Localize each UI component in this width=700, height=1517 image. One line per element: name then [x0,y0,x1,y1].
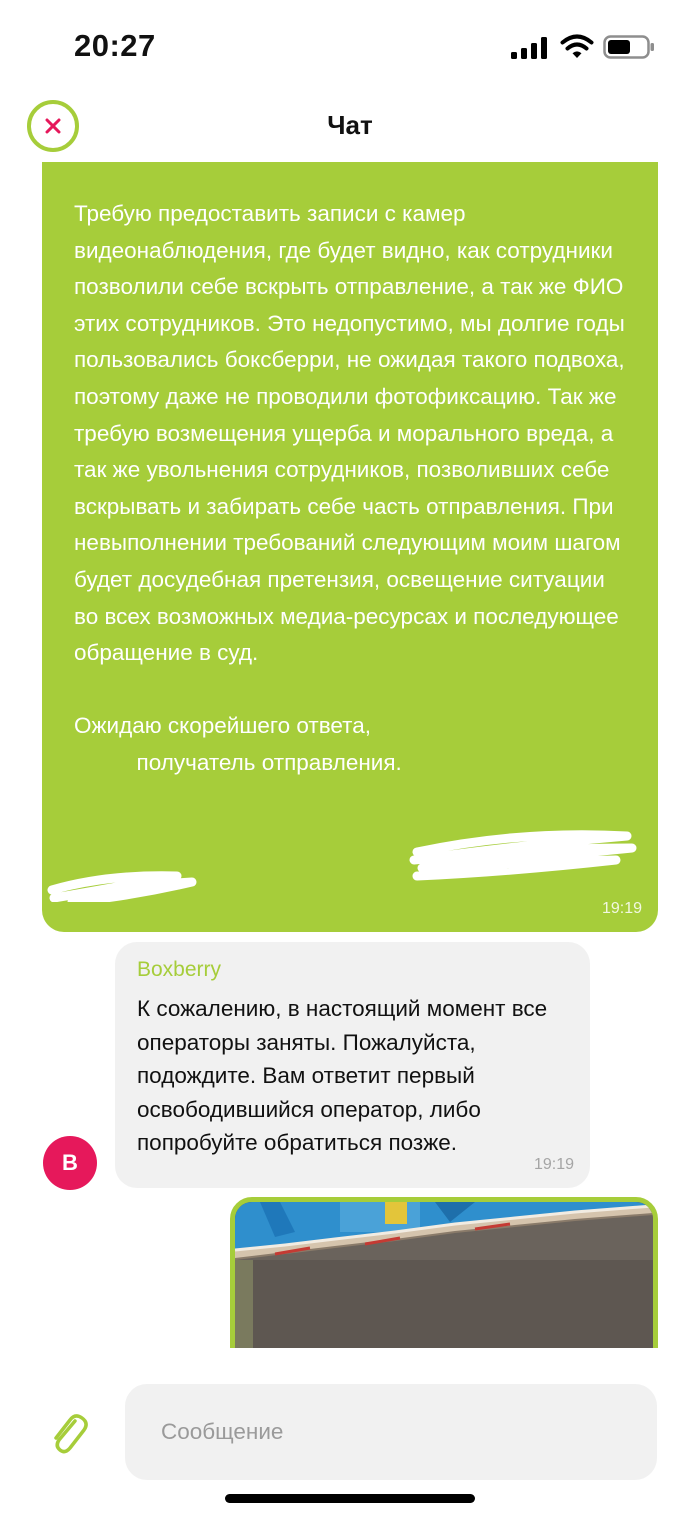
battery-icon [603,35,655,59]
avatar: B [43,1136,97,1190]
incoming-message-time: 19:19 [533,1156,574,1173]
incoming-message-text: К сожалению, в настоящий момент все операторы заняты. Пожалуйста, подождите. Вам ответит первый освободившийся оператор, либо попробуйте обратиться позже. [137,996,548,1155]
home-indicator [225,1494,475,1503]
incoming-message-sender: Boxberry [137,958,222,981]
message-input[interactable] [125,1384,657,1480]
paperclip-icon[interactable] [44,1408,94,1458]
outgoing-message-text: Требую предоставить записи с камер видеонаблюдения, где будет видно, как сотрудники позволили себе вскрыть отправление, а так же ФИО этих сотрудников. Это недопустимо, мы долгие годы пользовались боксберри, не ожидая такого подвоха, поэтому даже не проводили фотофиксацию. Так же требую возмещения ущерба и морального вреда, а так же увольнения сотрудников, позволивших себе вскрывать и забирать себе часть отправления. При невыполнении требований следующим моим шагом будет досудебная претензия, освещение ситуации во всех возможных медиа-ресурсах и последующее обращение в суд. Ожидаю скорейшего ответа, получатель отправления. [74,201,625,775]
chat-header [0,90,700,162]
redaction-scribble [42,802,658,902]
outgoing-message[interactable] [42,162,658,932]
wifi-icon [560,34,594,60]
message-composer [0,1348,700,1517]
chat-messages[interactable] [0,162,700,1348]
image-message[interactable] [230,1197,658,1348]
page-title: Чат [327,110,373,140]
status-time: 20:27 [74,28,156,63]
cellular-signal-icon [511,37,547,59]
outgoing-message-time: 19:19 [601,900,642,917]
status-bar [0,0,700,90]
image-thumbnail [235,1202,653,1348]
incoming-message[interactable] [115,942,590,1188]
